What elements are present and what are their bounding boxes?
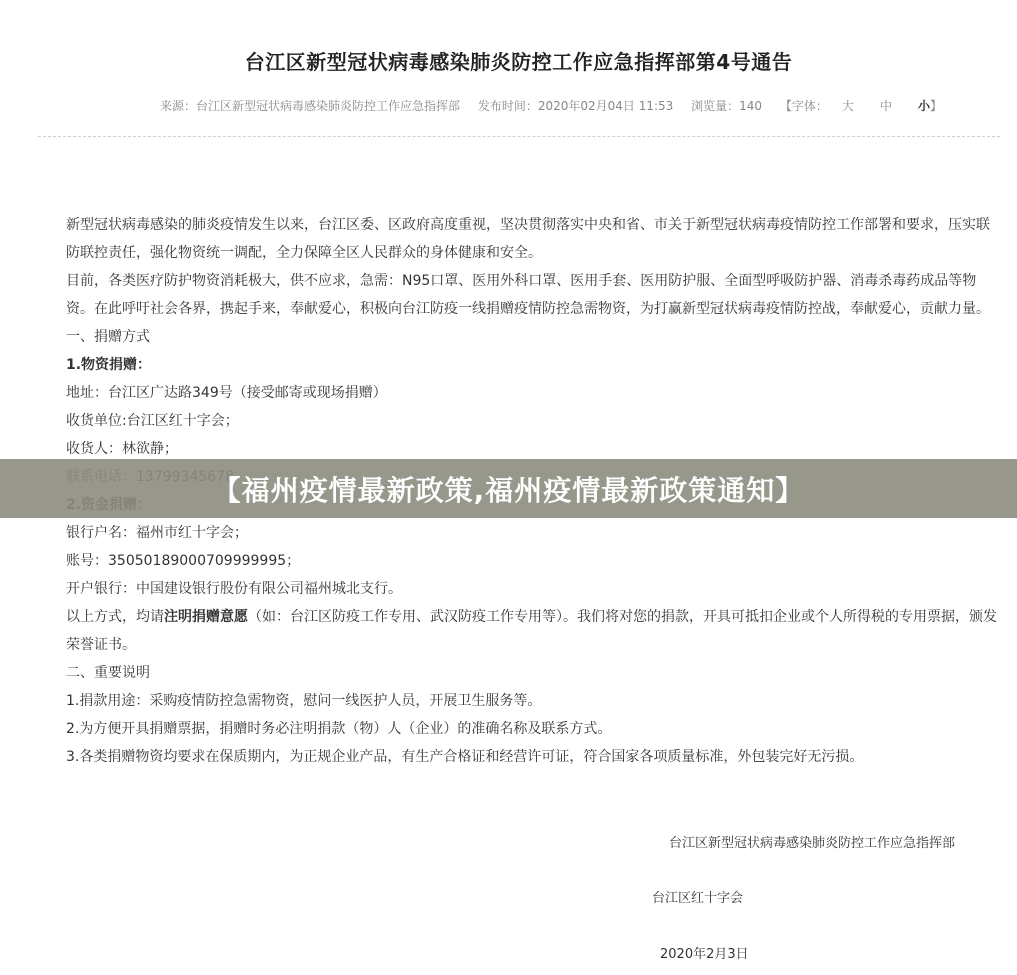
signature-org-1: 台江区新型冠状病毒感染肺炎防控工作应急指挥部 xyxy=(669,836,956,851)
font-size-medium-link[interactable]: 中 xyxy=(879,99,892,113)
article-meta xyxy=(160,97,956,114)
overlay-title-banner: 【福州疫情最新政策,福州疫情最新政策通知】 xyxy=(0,459,1017,518)
view-count: 浏览量：140 xyxy=(691,99,763,113)
bank-account-name: 银行户名：福州市红十字会； xyxy=(66,525,248,541)
bank-name: 开户银行：中国建设银行股份有限公司福州城北支行。 xyxy=(66,581,402,597)
subheading-material-donation: 1.物资捐赠： xyxy=(66,357,152,373)
font-size-large-link[interactable]: 大 xyxy=(841,99,854,113)
section-heading-notes: 二、重要说明 xyxy=(66,665,150,681)
paragraph-intro: 新型冠状病毒感染的肺炎疫情发生以来，台江区委、区政府高度重视，坚决贯彻落实中央和省、市关于新型冠状病毒疫情防控工作部署和要求，压实联防联控责任，强化物资统一调配，全力保障全区人民群众的身体健康和安全。 xyxy=(66,217,990,261)
emphasis-donation-intent: 注明捐赠意愿 xyxy=(164,609,248,625)
note-item-1: 1.捐款用途：采购疫情防控急需物资，慰问一线医护人员，开展卫生服务等。 xyxy=(66,693,542,709)
publish-time: 发布时间：2020年02月04日 11:53 xyxy=(477,99,674,113)
donation-address: 地址：台江区广达路349号（接受邮寄或现场捐赠） xyxy=(66,385,387,401)
page-title: 台江区新型冠状病毒感染肺炎防控工作应急指挥部第4号通告 xyxy=(244,50,793,74)
note-item-2: 2.为方便开具捐赠票据，捐赠时务必注明捐款（物）人（企业）的准确名称及联系方式。 xyxy=(66,721,612,737)
paragraph-donation-note: 以上方式，均请注明捐赠意愿（如：台江区防疫工作专用、武汉防疫工作专用等）。我们将对您的捐款，开具可抵扣企业或个人所得税的专用票据，颁发荣誉证书。 xyxy=(66,609,997,653)
signature-org-2: 台江区红十字会 xyxy=(652,891,744,906)
meta-divider xyxy=(38,136,1000,137)
section-heading-donation: 一、捐赠方式 xyxy=(66,329,150,345)
receiver-name: 收货人：林欲静； xyxy=(66,441,178,457)
bank-account-number: 账号：35050189000709999995； xyxy=(66,553,301,569)
note-item-3: 3.各类捐赠物资均要求在保质期内，为正规企业产品，有生产合格证和经营许可证，符合国家各项质量标准，外包装完好无污损。 xyxy=(66,749,864,765)
signature-date: 2020年2月3日 xyxy=(660,947,749,962)
font-size-small-link[interactable]: 小 xyxy=(917,99,930,113)
source-label: 来源：台江区新型冠状病毒感染肺炎防控工作应急指挥部 xyxy=(160,99,461,113)
receiving-unit: 收货单位:台江区红十字会； xyxy=(66,413,239,429)
font-size-switcher: 【字体： 大 中 小】 xyxy=(779,99,942,113)
paragraph-appeal: 目前，各类医疗防护物资消耗极大，供不应求，急需：N95口罩、医用外科口罩、医用手套、医用防护服、全面型呼吸防护器、消毒杀毒药成品等物资。在此呼吁社会各界，携起手来，奉献爱心，积极向台江防疫一线捐赠疫情防控急需物资，为打赢新型冠状病毒疫情防控战，奉献爱心，贡献力量。 xyxy=(66,273,990,317)
